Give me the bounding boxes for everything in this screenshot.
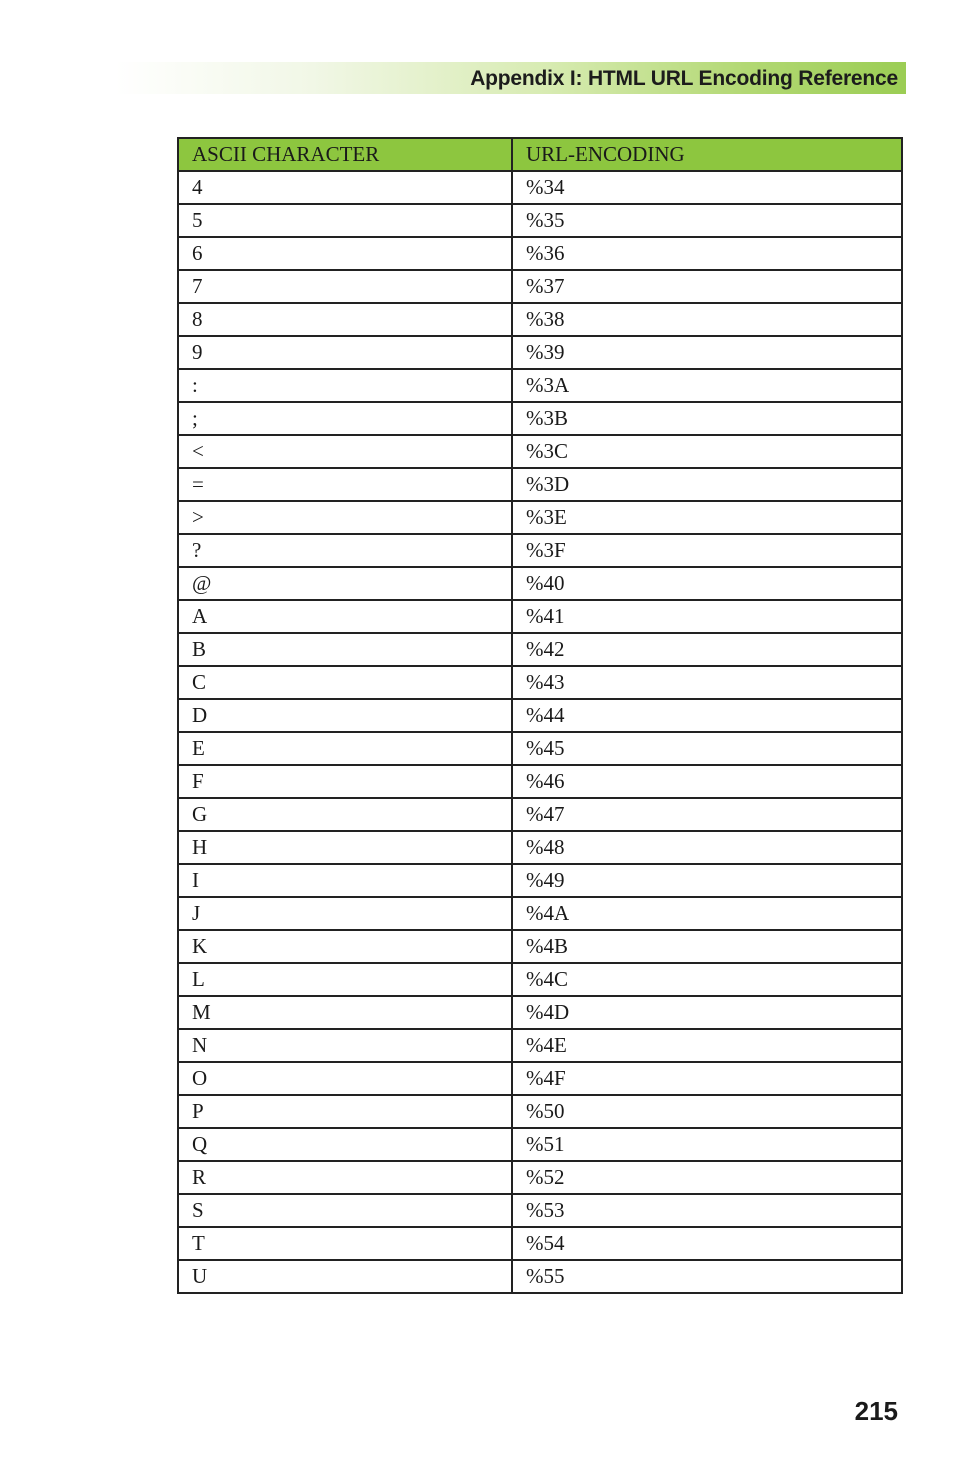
page-number: 215 [854, 1396, 898, 1426]
url-encoding-cell: %36 [512, 237, 902, 270]
table-row [178, 435, 902, 468]
table-row [178, 765, 902, 798]
url-encoding-cell: %37 [512, 270, 902, 303]
url-encoding-cell: %3E [512, 501, 902, 534]
url-encoding-cell: %4B [512, 930, 902, 963]
url-encoding-cell: %53 [512, 1194, 902, 1227]
url-encoding-cell: %46 [512, 765, 902, 798]
url-encoding-cell: %44 [512, 699, 902, 732]
ascii-character-cell: E [178, 732, 512, 765]
table-row [178, 1062, 902, 1095]
table-row [178, 864, 902, 897]
url-encoding-cell: %51 [512, 1128, 902, 1161]
table-row [178, 534, 902, 567]
ascii-character-cell: A [178, 600, 512, 633]
table-row [178, 600, 902, 633]
ascii-character-cell: B [178, 633, 512, 666]
ascii-character-cell: K [178, 930, 512, 963]
ascii-character-cell: C [178, 666, 512, 699]
table-row [178, 996, 902, 1029]
url-encoding-cell: %3C [512, 435, 902, 468]
url-encoding-cell: %38 [512, 303, 902, 336]
chapter-header-title: Appendix I: HTML URL Encoding Reference [470, 67, 898, 90]
ascii-character-cell: O [178, 1062, 512, 1095]
url-encoding-cell: %50 [512, 1095, 902, 1128]
ascii-character-cell: 6 [178, 237, 512, 270]
url-encoding-cell: %40 [512, 567, 902, 600]
url-encoding-cell: %4C [512, 963, 902, 996]
ascii-character-cell: 4 [178, 171, 512, 204]
ascii-character-cell: R [178, 1161, 512, 1194]
table-row [178, 468, 902, 501]
table-row [178, 1095, 902, 1128]
url-encoding-cell: %4D [512, 996, 902, 1029]
ascii-character-cell: 5 [178, 204, 512, 237]
ascii-character-cell: ? [178, 534, 512, 567]
ascii-character-cell: N [178, 1029, 512, 1062]
ascii-character-cell: T [178, 1227, 512, 1260]
table-row [178, 897, 902, 930]
url-encoding-cell: %48 [512, 831, 902, 864]
table-row [178, 963, 902, 996]
table-row [178, 1128, 902, 1161]
table-row [178, 666, 902, 699]
ascii-character-cell: H [178, 831, 512, 864]
table-row [178, 1227, 902, 1260]
url-encoding-table [177, 137, 903, 1294]
table-row [178, 402, 902, 435]
ascii-character-cell: F [178, 765, 512, 798]
ascii-character-cell: > [178, 501, 512, 534]
url-encoding-cell: %45 [512, 732, 902, 765]
table-row [178, 501, 902, 534]
table-row [178, 1260, 902, 1293]
url-encoding-cell: %54 [512, 1227, 902, 1260]
url-encoding-cell: %35 [512, 204, 902, 237]
column-header-ascii-character: ASCII CHARACTER [178, 138, 512, 171]
table-row [178, 1029, 902, 1062]
ascii-character-cell: S [178, 1194, 512, 1227]
ascii-character-cell: P [178, 1095, 512, 1128]
ascii-character-cell: M [178, 996, 512, 1029]
ascii-character-cell: J [178, 897, 512, 930]
chapter-header-band [115, 62, 906, 94]
url-encoding-cell: %3F [512, 534, 902, 567]
table-row [178, 798, 902, 831]
table-row [178, 633, 902, 666]
table-row [178, 171, 902, 204]
table-body [178, 171, 902, 1293]
url-encoding-cell: %43 [512, 666, 902, 699]
url-encoding-cell: %55 [512, 1260, 902, 1293]
url-encoding-cell: %52 [512, 1161, 902, 1194]
ascii-character-cell: : [178, 369, 512, 402]
url-encoding-cell: %34 [512, 171, 902, 204]
ascii-character-cell: = [178, 468, 512, 501]
table-row [178, 732, 902, 765]
ascii-character-cell: Q [178, 1128, 512, 1161]
url-encoding-cell: %3B [512, 402, 902, 435]
table-row [178, 270, 902, 303]
ascii-character-cell: D [178, 699, 512, 732]
ascii-character-cell: 7 [178, 270, 512, 303]
url-encoding-cell: %42 [512, 633, 902, 666]
ascii-character-cell: I [178, 864, 512, 897]
table-row [178, 1194, 902, 1227]
url-encoding-cell: %3A [512, 369, 902, 402]
table-row [178, 930, 902, 963]
ascii-character-cell: G [178, 798, 512, 831]
ascii-character-cell: L [178, 963, 512, 996]
table-row [178, 237, 902, 270]
table-row [178, 699, 902, 732]
table-row [178, 369, 902, 402]
table-row [178, 336, 902, 369]
url-encoding-cell: %4A [512, 897, 902, 930]
url-encoding-cell: %49 [512, 864, 902, 897]
ascii-character-cell: ; [178, 402, 512, 435]
ascii-character-cell: U [178, 1260, 512, 1293]
column-header-url-encoding: URL-ENCODING [512, 138, 902, 171]
url-encoding-cell: %4F [512, 1062, 902, 1095]
ascii-character-cell: @ [178, 567, 512, 600]
url-encoding-cell: %41 [512, 600, 902, 633]
ascii-character-cell: 8 [178, 303, 512, 336]
table-row [178, 567, 902, 600]
url-encoding-cell: %39 [512, 336, 902, 369]
table-row [178, 831, 902, 864]
table-row [178, 303, 902, 336]
url-encoding-cell: %4E [512, 1029, 902, 1062]
table-row [178, 204, 902, 237]
url-encoding-cell: %47 [512, 798, 902, 831]
ascii-character-cell: 9 [178, 336, 512, 369]
table-row [178, 1161, 902, 1194]
ascii-character-cell: < [178, 435, 512, 468]
table-header-row [178, 138, 902, 171]
url-encoding-cell: %3D [512, 468, 902, 501]
